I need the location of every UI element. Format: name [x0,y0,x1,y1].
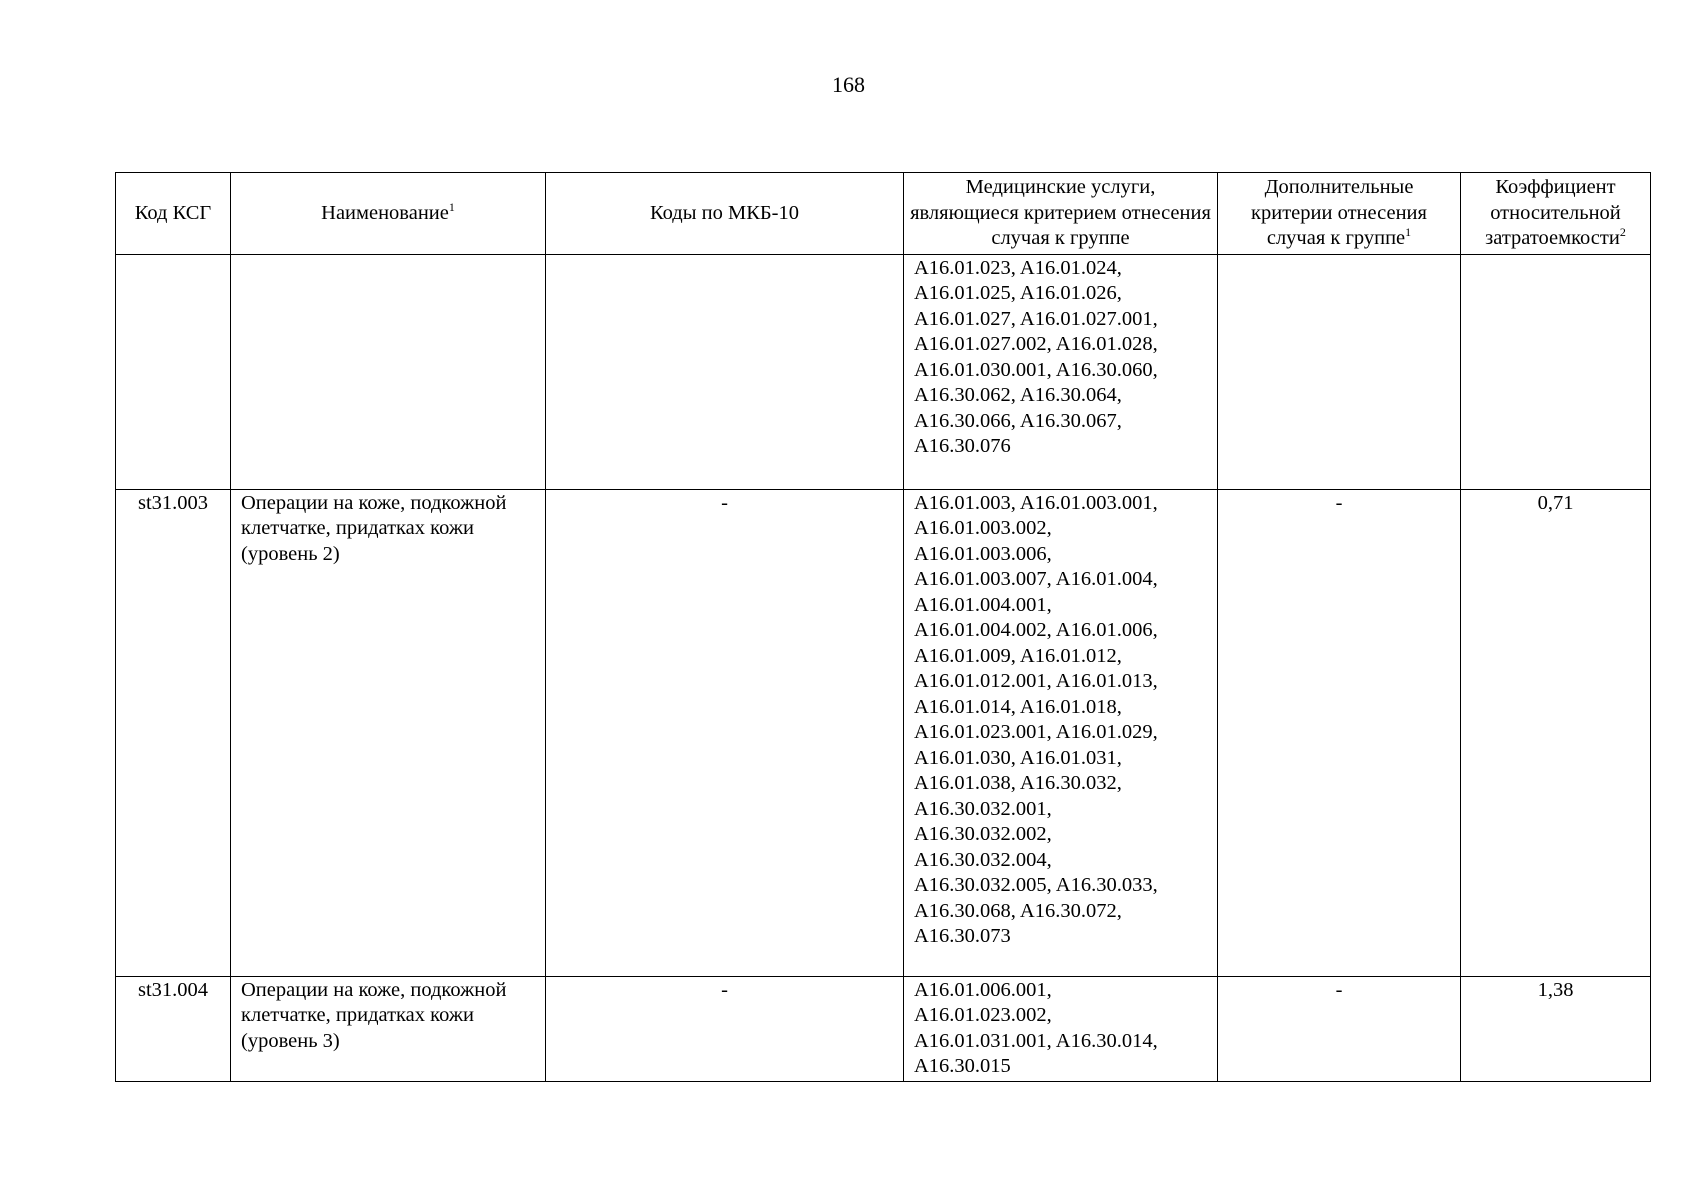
cell-name [231,254,546,489]
service-codes-line: A16.01.030.001, A16.30.060, [914,358,1158,381]
service-codes-line: A16.01.025, A16.01.026, [914,282,1122,304]
table-row [116,976,1651,1081]
service-codes-line: A16.30.032.002, [914,823,1052,845]
footnote-mark: 2 [1619,225,1626,240]
cell-services [904,489,1218,976]
cell-extra: - [1218,489,1461,976]
cell-name: Операции на коже, подкожной клетчатке, придатках кожи (уровень 3) [231,976,546,1081]
cell-extra: - [1218,976,1461,1081]
service-codes-line: A16.01.004.001, [914,593,1052,616]
service-codes-line: A16.01.012.001, A16.01.013, [914,670,1158,692]
table-header-row [116,173,1651,255]
service-codes-line: A16.30.032.005, A16.30.033, [914,874,1158,896]
cell-mkb: - [546,489,904,976]
page-number: 168 [832,72,865,97]
header-coef: Коэффициент относительной затратоемкости$^2$ [1461,173,1651,255]
service-codes-line: A16.30.066, A16.30.067, [914,409,1122,432]
service-codes-line: A16.01.003, A16.01.003.001, [914,491,1158,514]
service-codes-line: A16.01.003.006, [914,542,1052,565]
service-codes-line: A16.01.030, A16.01.031, [914,746,1122,769]
service-codes-line: A16.30.073 [914,925,1011,947]
service-codes-line: A16.30.032.004, [914,848,1052,871]
cell-code: st31.004 [116,976,231,1081]
service-codes-line: A16.30.076 [914,435,1011,457]
service-codes-line: A16.01.027.002, A16.01.028, [914,333,1158,355]
service-codes-line: A16.30.015 [914,1055,1011,1077]
cell-name: Операции на коже, подкожной клетчатке, придатках кожи (уровень 2) [231,489,546,976]
cell-code [116,254,231,489]
service-codes-line: A16.01.027, A16.01.027.001, [914,307,1158,330]
footnote-mark: 1 [448,199,455,214]
header-code: Код КСГ [116,173,231,255]
table-row [116,489,1651,976]
service-codes-line: A16.01.003.007, A16.01.004, [914,568,1158,590]
footnote-mark: 1 [1405,225,1412,240]
header-name: Наименование$^1$ [231,173,546,255]
service-codes-line: A16.30.032.001, [914,797,1052,820]
cell-services [904,976,1218,1081]
header-mkb: Коды по МКБ-10 [546,173,904,255]
service-codes-line: A16.01.006.001, [914,978,1052,1001]
cell-mkb [546,254,904,489]
service-codes-line: A16.01.038, A16.30.032, [914,772,1122,794]
cell-extra [1218,254,1461,489]
service-codes-line: A16.30.062, A16.30.064, [914,384,1122,406]
service-codes-line: A16.01.009, A16.01.012, [914,644,1122,667]
service-codes-line: A16.01.014, A16.01.018, [914,695,1122,718]
header-services: Медицинские услуги, являющиеся критерием отнесения случая к группе [904,173,1218,255]
cell-services [904,254,1218,489]
cell-coef: 1,38 [1461,976,1651,1081]
table-row [116,254,1651,489]
service-codes-line: A16.30.068, A16.30.072, [914,899,1122,922]
cell-coef: 0,71 [1461,489,1651,976]
ksg-table [115,172,1651,1082]
service-codes-line: A16.01.003.002, [914,517,1052,539]
cell-coef [1461,254,1651,489]
service-codes-line: A16.01.004.002, A16.01.006, [914,619,1158,641]
cell-mkb: - [546,976,904,1081]
service-codes-line: A16.01.023.002, [914,1004,1052,1026]
header-extra: Дополнительные критерии отнесения случая к группе$^1$ [1218,173,1461,255]
service-codes-line: A16.01.023, A16.01.024, [914,256,1122,279]
service-codes-line: A16.01.031.001, A16.30.014, [914,1029,1158,1052]
cell-code: st31.003 [116,489,231,976]
service-codes-line: A16.01.023.001, A16.01.029, [914,721,1158,743]
